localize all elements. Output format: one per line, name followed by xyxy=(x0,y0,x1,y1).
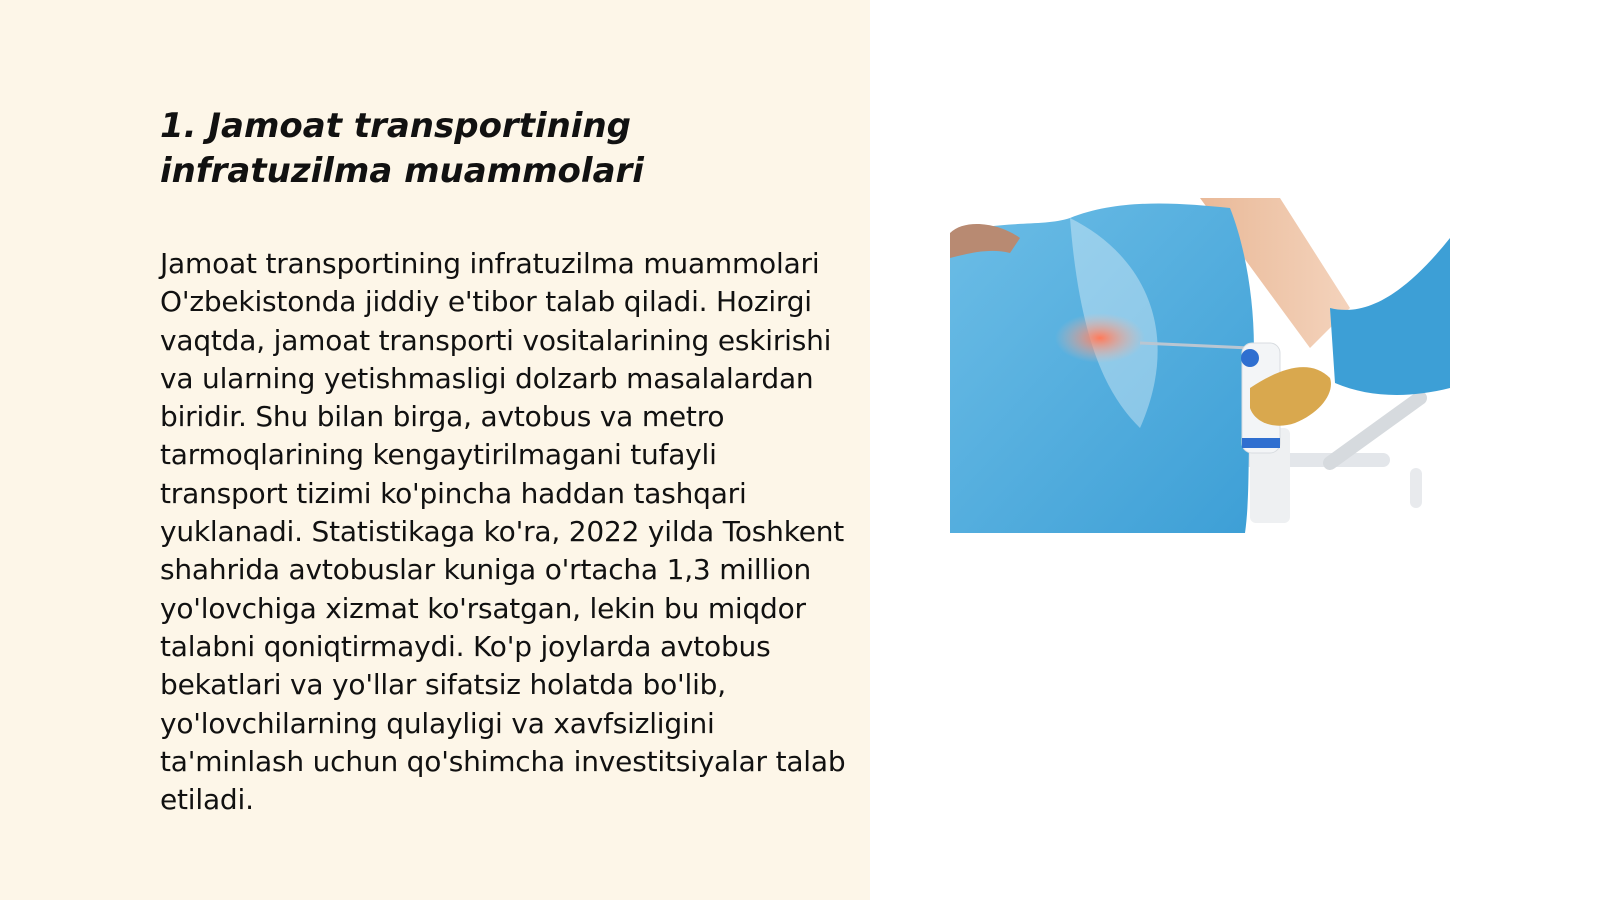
slide-title: 1. Jamoat transportining infratuzilma muammolari xyxy=(160,106,644,191)
surgeon-sleeve xyxy=(1330,238,1450,395)
procedure-image xyxy=(950,198,1450,533)
medical-procedure-illustration xyxy=(950,198,1450,533)
slide-body-text: Jamoat transportining infratuzilma muammolari O'zbekistonda jiddiy e'tibor talab qiladi. Hozirgi vaqtda, jamoat transporti vositalarining eskirishi va ularning yetishmasligi dolzarb masalalardan biridir. Shu bilan birga, avtobus va metro tarmoqlarining kengaytirilmagani tufayli transport tizimi ko'pincha haddan tashqari yuklanadi. Statistikaga ko'ra, 2022 yilda Toshkent shahrida avtobuslar kuniga o'rtacha 1,3 million yo'lovchiga xizmat ko'rsatgan, lekin bu miqdor talabni qoniqtirmaydi. Ko'p joylarda avtobus bekatlari va yo'llar sifatsiz holatda bo'lib, yo'lovchilarning qulayligi va xavfsizligini ta'minlash uchun qo'shimcha investitsiyalar talab etiladi. xyxy=(160,247,846,817)
